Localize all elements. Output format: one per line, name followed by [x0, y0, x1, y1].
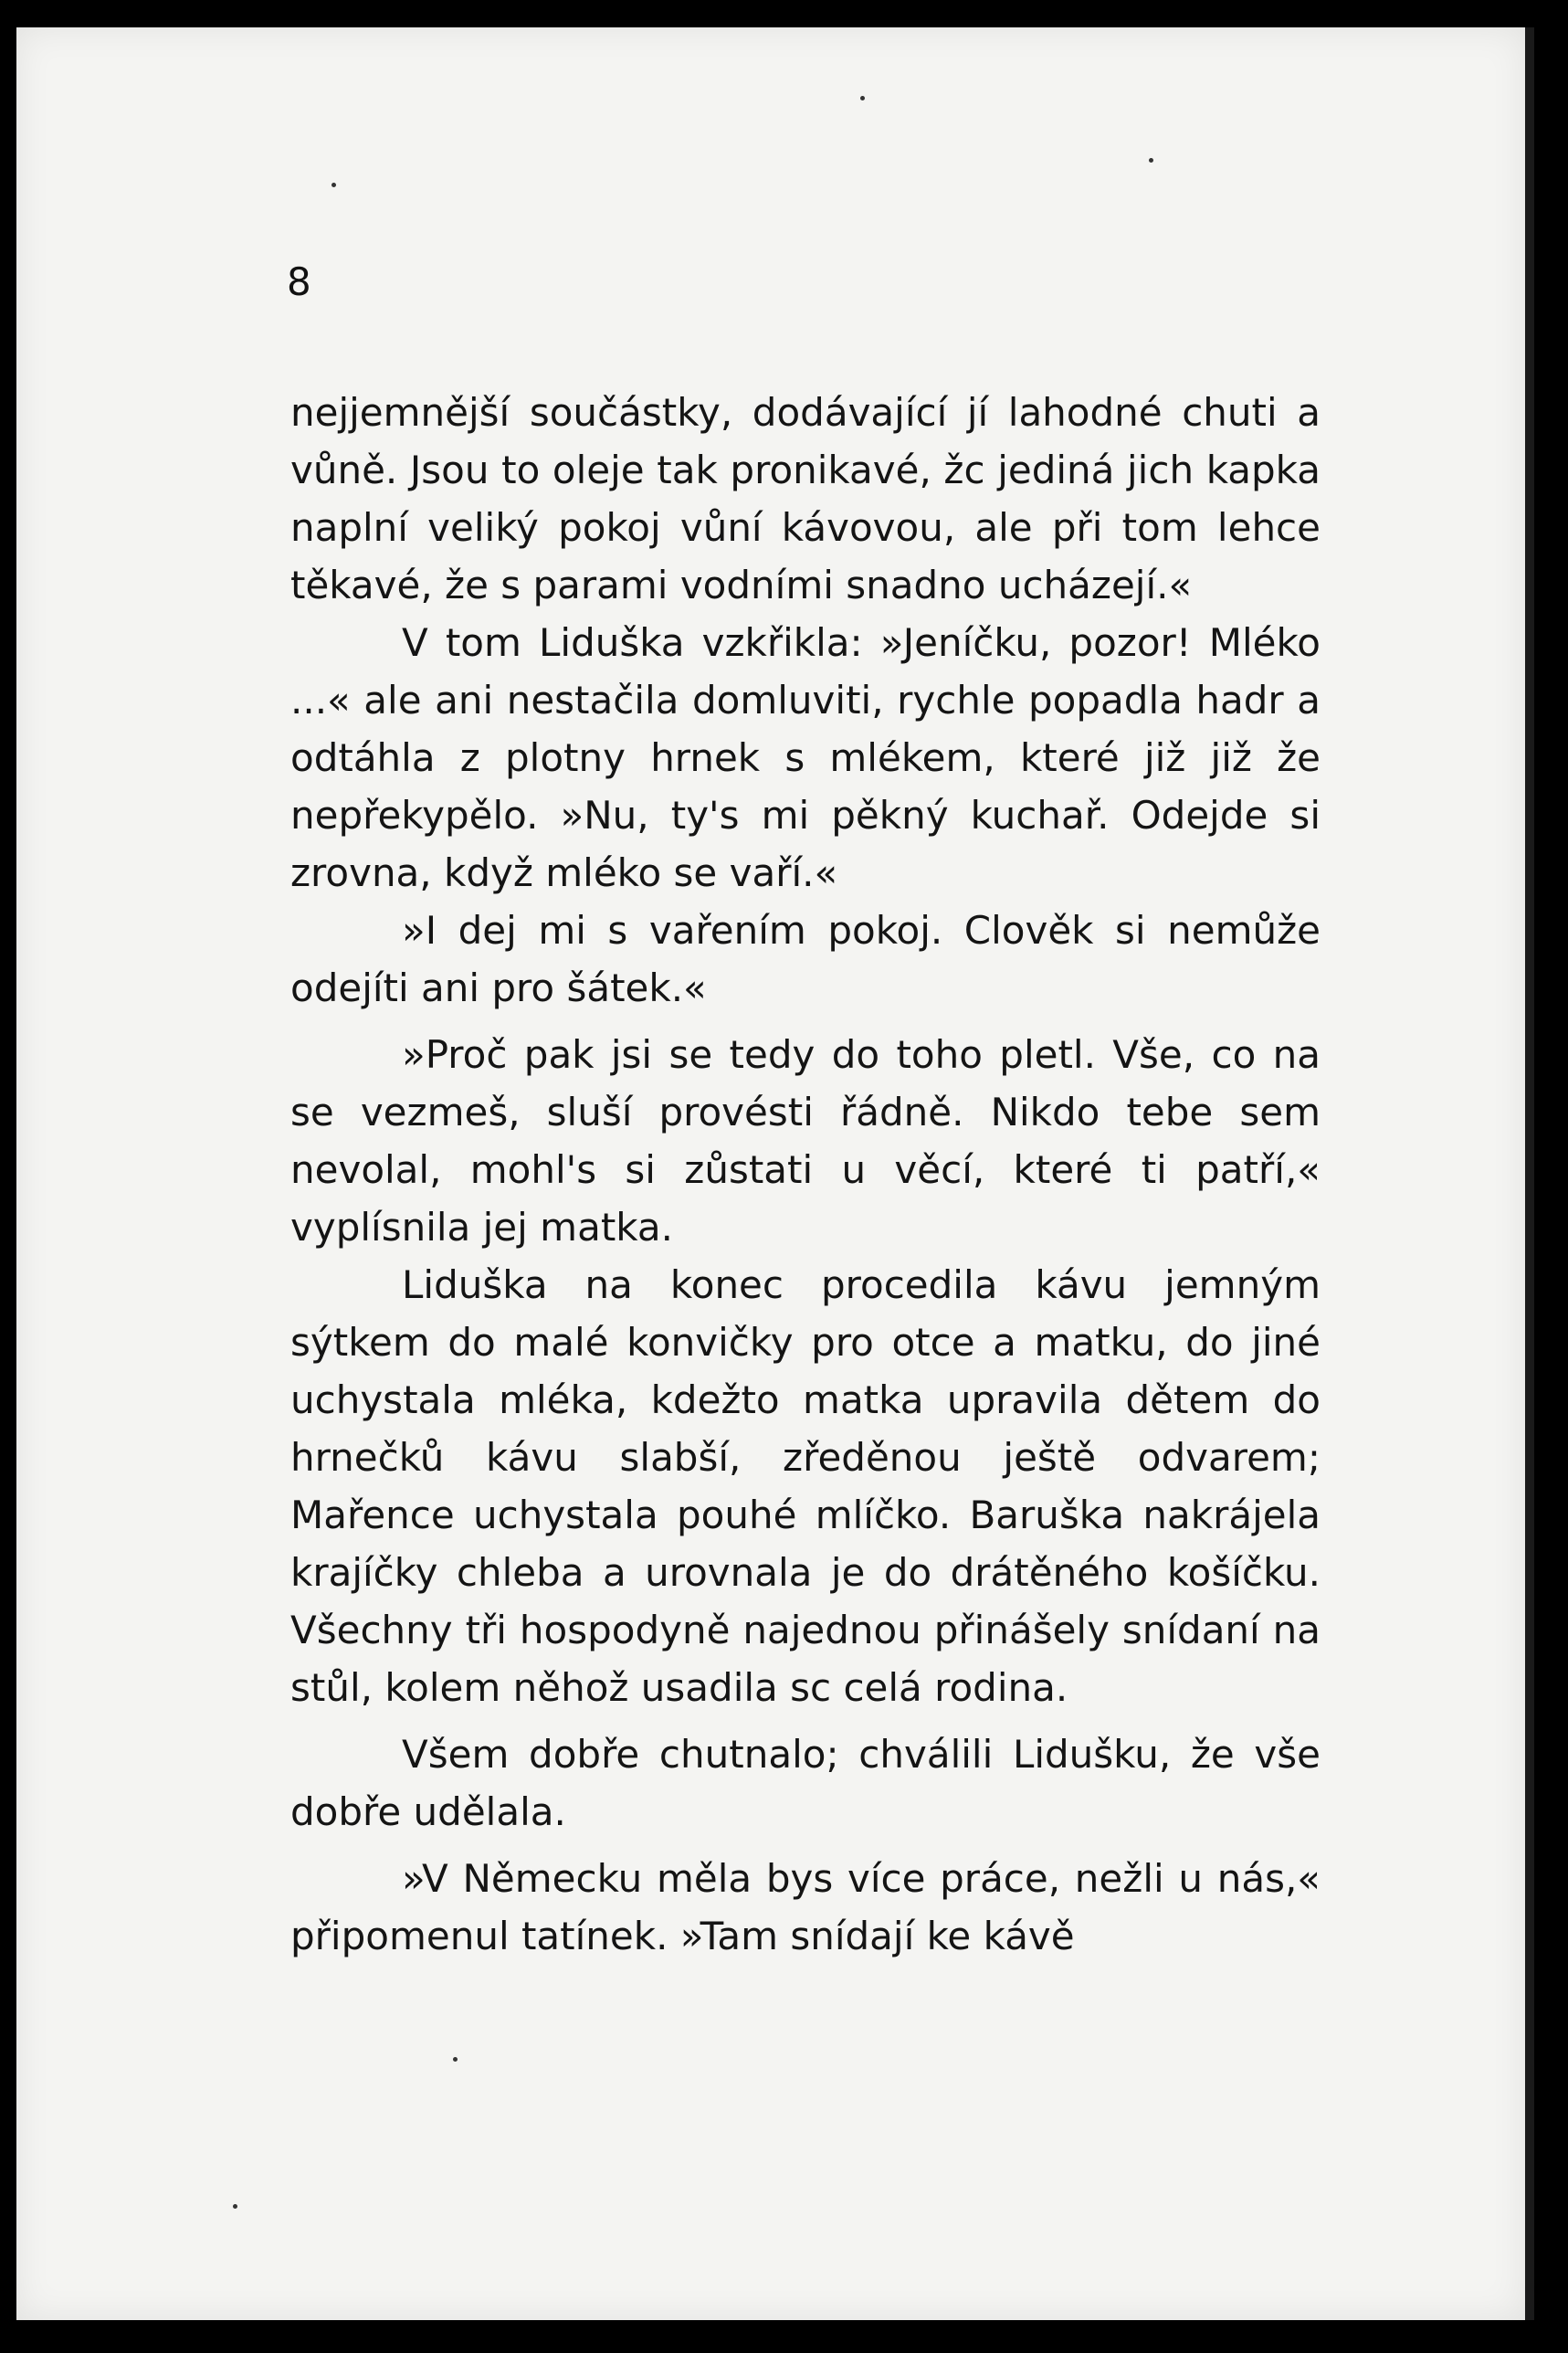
paragraph: Liduška na konec procedila kávu jemným sýtkem do malé konvičky pro otce a matku, do jiné uchystala mléka, kdežto matka upravila dětem do hrnečků kávu slabší, zředěnou ještě odvarem; Mařence uchystala pouhé mlíčko. Baruška nakrájela krajíčky chleba a urovnala je do drátěného košíčku. Všechny tři hospodyně najednou přinášely snídaní na stůl, kolem něhož usadila sc celá rodina. — [290, 1262, 1321, 1710]
paper-speck — [860, 96, 865, 100]
paragraph: »Proč pak jsi se tedy do toho pletl. Vše, co na se vezmeš, sluší provésti řádně. Nikdo tebe sem nevolal, mohl's si zůstati u věcí, které ti patří,« vyplísnila jej matka. — [290, 1032, 1321, 1250]
paper-speck — [331, 183, 336, 187]
book-page — [16, 27, 1534, 2320]
paragraph: V tom Liduška vzkřikla: »Jeníčku, pozor! Mléko ...« ale ani nestačila domluviti, rychle popadla hadr a odtáhla z plotny hrnek s mlékem, které již již že nepřekypělo. »Nu, ty's mi pěkný kuchař. Odejde si zrovna, když mléko se vaří.« — [290, 620, 1321, 895]
paragraph: Všem dobře chutnalo; chválili Lidušku, že vše dobře udělala. — [290, 1732, 1321, 1834]
page-number: 8 — [287, 259, 311, 304]
paragraph: »I dej mi s vařením pokoj. Clověk si nemůže odejíti ani pro šátek.« — [290, 908, 1321, 1010]
paper-speck — [453, 2057, 458, 2062]
paper-speck — [233, 2204, 237, 2209]
body-text — [290, 384, 1321, 1965]
paragraph: »V Německu měla bys více práce, nežli u nás,« připomenul tatínek. »Tam snídají ke kávě — [290, 1856, 1321, 1958]
paragraph: nejjemnější součástky, dodávající jí lahodné chuti a vůně. Jsou to oleje tak pronikavé, žc jediná jich kapka naplní veliký pokoj vůní kávovou, ale při tom lehce těkavé, že s parami vodními snadno ucházejí.« — [290, 390, 1321, 607]
paper-speck — [1149, 158, 1153, 163]
